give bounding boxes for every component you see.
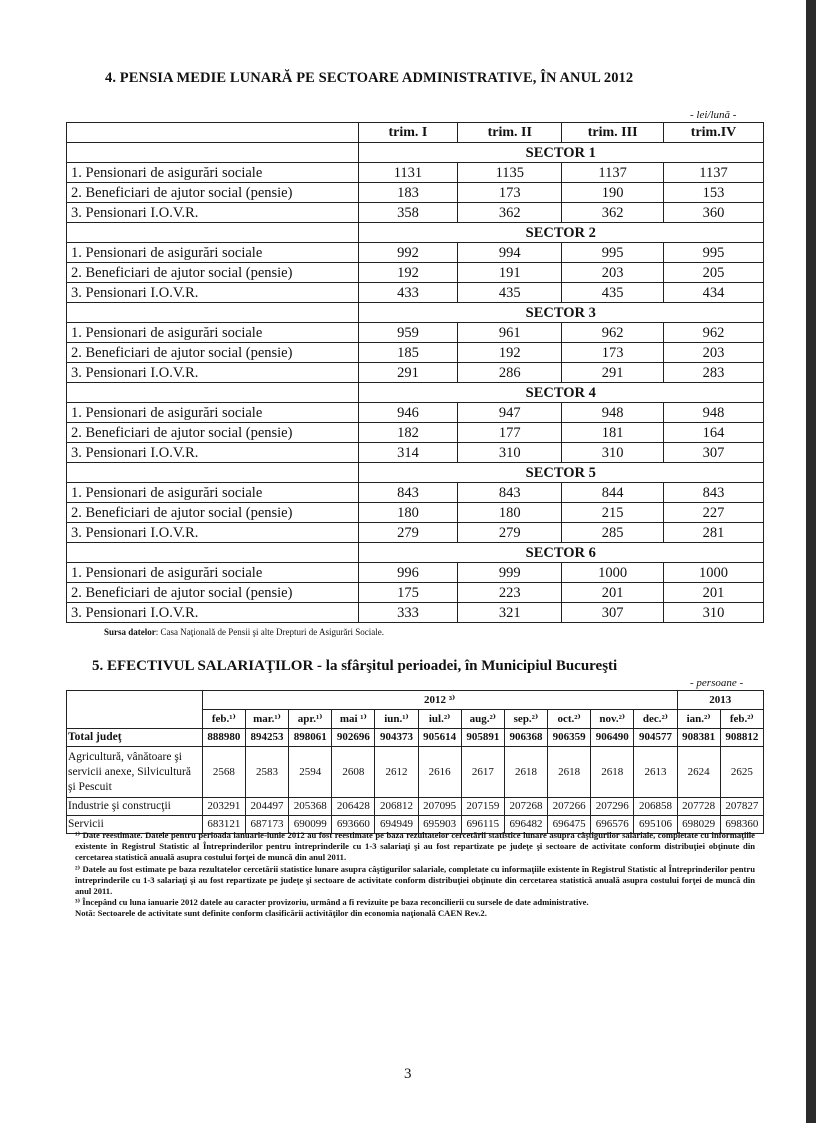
value-cell: 180 (358, 503, 458, 523)
table-row (67, 263, 764, 283)
value-cell: 906359 (548, 729, 591, 747)
sector-name: SECTOR 4 (358, 383, 763, 403)
sector-name: SECTOR 3 (358, 303, 763, 323)
value-cell: 1137 (562, 163, 664, 183)
table-row (67, 443, 764, 463)
value-cell: 207266 (548, 798, 591, 816)
value-cell: 908381 (677, 729, 720, 747)
row-label: 2. Beneficiari de ajutor social (pensie) (67, 263, 359, 283)
value-cell: 279 (458, 523, 562, 543)
row-label: 2. Beneficiari de ajutor social (pensie) (67, 343, 359, 363)
source-note (104, 627, 384, 637)
empty-cell (67, 303, 359, 323)
employees-table (66, 690, 764, 834)
row-label: 2. Beneficiari de ajutor social (pensie) (67, 183, 359, 203)
value-cell: 698360 (720, 816, 763, 834)
value-cell: 281 (664, 523, 764, 543)
row-label: 2. Beneficiari de ajutor social (pensie) (67, 423, 359, 443)
value-cell: 435 (562, 283, 664, 303)
row-label: 3. Pensionari I.O.V.R. (67, 203, 359, 223)
value-cell: 2613 (634, 747, 677, 798)
column-header: trim. II (458, 123, 562, 143)
value-cell: 207296 (591, 798, 634, 816)
row-label: 3. Pensionari I.O.V.R. (67, 363, 359, 383)
row-label: 3. Pensionari I.O.V.R. (67, 443, 359, 463)
row-label: 2. Beneficiari de ajutor social (pensie) (67, 583, 359, 603)
value-cell: 994 (458, 243, 562, 263)
value-cell: 904373 (375, 729, 418, 747)
value-cell: 362 (458, 203, 562, 223)
row-label: 1. Pensionari de asigurări sociale (67, 403, 359, 423)
value-cell: 906368 (504, 729, 547, 747)
value-cell: 283 (664, 363, 764, 383)
empty-cell (67, 383, 359, 403)
source-label: Sursa datelor (104, 627, 156, 637)
value-cell: 206812 (375, 798, 418, 816)
value-cell: 683121 (202, 816, 245, 834)
value-cell: 183 (358, 183, 458, 203)
source-text: : Casa Naţională de Pensii şi alte Drepturi de Asigurări Sociale. (155, 627, 384, 637)
value-cell: 698029 (677, 816, 720, 834)
value-cell: 433 (358, 283, 458, 303)
value-cell: 1137 (664, 163, 764, 183)
value-cell: 904577 (634, 729, 677, 747)
value-cell: 182 (358, 423, 458, 443)
value-cell: 173 (562, 343, 664, 363)
value-cell: 905614 (418, 729, 461, 747)
empty-cell (67, 143, 359, 163)
value-cell: 201 (562, 583, 664, 603)
column-header: trim. III (562, 123, 664, 143)
row-label: 1. Pensionari de asigurări sociale (67, 483, 359, 503)
value-cell: 696576 (591, 816, 634, 834)
value-cell: 2612 (375, 747, 418, 798)
value-cell: 203 (664, 343, 764, 363)
value-cell: 843 (664, 483, 764, 503)
value-cell: 995 (664, 243, 764, 263)
value-cell: 310 (562, 443, 664, 463)
column-header: trim.IV (664, 123, 764, 143)
value-cell: 291 (358, 363, 458, 383)
table-row (67, 163, 764, 183)
month-header: mai ¹⁾ (332, 710, 375, 729)
table-row (67, 283, 764, 303)
value-cell: 321 (458, 603, 562, 623)
table-row (67, 363, 764, 383)
value-cell: 205 (664, 263, 764, 283)
footnote-3: ³⁾ Începând cu luna ianuarie 2012 datele au caracter provizoriu, urmând a fi revizuite pe baza reconcilierii cu sursele de date administrative. (75, 897, 589, 908)
value-cell: 695106 (634, 816, 677, 834)
sector-header-row (67, 383, 764, 403)
section-5-unit: - persoane - (690, 677, 744, 689)
value-cell: 191 (458, 263, 562, 283)
value-cell: 164 (664, 423, 764, 443)
value-cell: 435 (458, 283, 562, 303)
sector-header-row (67, 143, 764, 163)
value-cell: 843 (458, 483, 562, 503)
value-cell: 946 (358, 403, 458, 423)
footnote-2: ²⁾ Datele au fost estimate pe baza rezultatelor cercetării statistice lunare asupra câştigurilor salariale, completate cu informaţiile existente în Registrul Statistic al Întreprinderilor pentru întreprinderile cu 1-3 salariaţi şi au fost repartizate pe judeţe şi sectoare de activitate conform distribuţiei obţinute din cercetarea statistică anuală asupra costului forţei de muncă din anul 2011. (75, 863, 755, 897)
value-cell: 177 (458, 423, 562, 443)
value-cell: 695903 (418, 816, 461, 834)
sector-header-row (67, 303, 764, 323)
table-row (67, 243, 764, 263)
empty-cell (67, 463, 359, 483)
month-header: dec.²⁾ (634, 710, 677, 729)
month-header: iul.²⁾ (418, 710, 461, 729)
value-cell: 1131 (358, 163, 458, 183)
table-row (67, 323, 764, 343)
header-empty-cell (67, 691, 203, 729)
value-cell: 948 (562, 403, 664, 423)
value-cell: 690099 (289, 816, 332, 834)
month-header: oct.²⁾ (548, 710, 591, 729)
value-cell: 2625 (720, 747, 763, 798)
row-label: 3. Pensionari I.O.V.R. (67, 283, 359, 303)
value-cell: 205368 (289, 798, 332, 816)
value-cell: 285 (562, 523, 664, 543)
value-cell: 843 (358, 483, 458, 503)
value-cell: 310 (458, 443, 562, 463)
pension-table (66, 122, 764, 623)
value-cell: 314 (358, 443, 458, 463)
sector-name: SECTOR 1 (358, 143, 763, 163)
value-cell: 207827 (720, 798, 763, 816)
value-cell: 190 (562, 183, 664, 203)
year-2012-header: 2012 ³⁾ (202, 691, 677, 710)
month-header: mar.¹⁾ (245, 710, 288, 729)
value-cell: 173 (458, 183, 562, 203)
footnotes (75, 830, 755, 920)
value-cell: 1000 (664, 563, 764, 583)
value-cell: 2618 (591, 747, 634, 798)
value-cell: 175 (358, 583, 458, 603)
footnote-note: Notă: Sectoarele de activitate sunt definite conform clasificării activităţilor din economia naţională CAEN Rev.2. (75, 908, 487, 919)
pension-table-body (67, 143, 764, 623)
value-cell: 2618 (548, 747, 591, 798)
value-cell: 693660 (332, 816, 375, 834)
value-cell: 1135 (458, 163, 562, 183)
empty-cell (67, 223, 359, 243)
month-header: feb.²⁾ (720, 710, 763, 729)
section-4-title: 4. PENSIA MEDIE LUNARĂ PE SECTOARE ADMINISTRATIVE, ÎN ANUL 2012 (105, 70, 634, 86)
value-cell: 192 (458, 343, 562, 363)
value-cell: 206858 (634, 798, 677, 816)
value-cell: 696115 (461, 816, 504, 834)
value-cell: 992 (358, 243, 458, 263)
value-cell: 908812 (720, 729, 763, 747)
value-cell: 362 (562, 203, 664, 223)
value-cell: 192 (358, 263, 458, 283)
value-cell: 207159 (461, 798, 504, 816)
value-cell: 948 (664, 403, 764, 423)
year-2013-header: 2013 (677, 691, 763, 710)
value-cell: 959 (358, 323, 458, 343)
month-header: ian.²⁾ (677, 710, 720, 729)
value-cell: 291 (562, 363, 664, 383)
table-row (67, 503, 764, 523)
value-cell: 307 (562, 603, 664, 623)
table-row (67, 423, 764, 443)
value-cell: 894253 (245, 729, 288, 747)
empty-cell (67, 543, 359, 563)
value-cell: 995 (562, 243, 664, 263)
row-label: 1. Pensionari de asigurări sociale (67, 163, 359, 183)
value-cell: 2568 (202, 747, 245, 798)
value-cell: 905891 (461, 729, 504, 747)
value-cell: 360 (664, 203, 764, 223)
value-cell: 2608 (332, 747, 375, 798)
value-cell: 215 (562, 503, 664, 523)
value-cell: 696475 (548, 816, 591, 834)
section-5-title: 5. EFECTIVUL SALARIAŢILOR - la sfârşitul perioadei, în Municipiul Bucureşti (92, 658, 618, 674)
value-cell: 947 (458, 403, 562, 423)
header-empty-cell (67, 123, 359, 143)
value-cell: 2624 (677, 747, 720, 798)
pension-table-header (67, 123, 764, 143)
value-cell: 201 (664, 583, 764, 603)
value-cell: 434 (664, 283, 764, 303)
value-cell: 358 (358, 203, 458, 223)
month-header: iun.¹⁾ (375, 710, 418, 729)
month-header: apr.¹⁾ (289, 710, 332, 729)
value-cell: 223 (458, 583, 562, 603)
value-cell: 844 (562, 483, 664, 503)
table-row (67, 403, 764, 423)
row-label: 1. Pensionari de asigurări sociale (67, 243, 359, 263)
table-row (67, 563, 764, 583)
value-cell: 1000 (562, 563, 664, 583)
sector-name: SECTOR 6 (358, 543, 763, 563)
value-cell: 307 (664, 443, 764, 463)
value-cell: 2617 (461, 747, 504, 798)
value-cell: 961 (458, 323, 562, 343)
row-label: 1. Pensionari de asigurări sociale (67, 323, 359, 343)
sector-header-row (67, 463, 764, 483)
value-cell: 996 (358, 563, 458, 583)
page-number: 3 (404, 1066, 412, 1082)
value-cell: 181 (562, 423, 664, 443)
value-cell: 2594 (289, 747, 332, 798)
sector-header-row (67, 543, 764, 563)
value-cell: 185 (358, 343, 458, 363)
value-cell: 207268 (504, 798, 547, 816)
footnote-1: ¹⁾ Date reestimate. Datele pentru perioada ianuarie-iunie 2012 au fost reestimate pe baza rezultatelor cercetării statistice lunare asupra câştigurilor salariale, completate cu informaţiile existente în Registrul Statistic al Întreprinderilor pentru întreprinderile cu 1-3 salariaţi şi au fost repartizate pe judeţe şi sectoare de activitate conform distribuţiei obţinute din cercetarea statistică anuală asupra costului forţei de muncă din anul 2011. (75, 830, 755, 863)
sector-name: SECTOR 2 (358, 223, 763, 243)
table-row (67, 583, 764, 603)
sector-name: SECTOR 5 (358, 463, 763, 483)
row-label: 2. Beneficiari de ajutor social (pensie) (67, 503, 359, 523)
section-4-unit: - lei/lună - (690, 109, 737, 121)
row-label: Servicii (67, 816, 203, 834)
row-label: Industrie şi construcţii (67, 798, 203, 816)
row-label: 1. Pensionari de asigurări sociale (67, 563, 359, 583)
row-label: 3. Pensionari I.O.V.R. (67, 523, 359, 543)
value-cell: 687173 (245, 816, 288, 834)
row-label: Total judeţ (67, 729, 203, 747)
value-cell: 2616 (418, 747, 461, 798)
value-cell: 204497 (245, 798, 288, 816)
table-row (67, 203, 764, 223)
value-cell: 203 (562, 263, 664, 283)
employees-table-body (67, 729, 764, 834)
value-cell: 902696 (332, 729, 375, 747)
value-cell: 888980 (202, 729, 245, 747)
month-header: sep.²⁾ (504, 710, 547, 729)
value-cell: 2618 (504, 747, 547, 798)
value-cell: 286 (458, 363, 562, 383)
value-cell: 906490 (591, 729, 634, 747)
column-header: trim. I (358, 123, 458, 143)
value-cell: 333 (358, 603, 458, 623)
value-cell: 2583 (245, 747, 288, 798)
value-cell: 207095 (418, 798, 461, 816)
table-row (67, 523, 764, 543)
table-row (67, 603, 764, 623)
value-cell: 180 (458, 503, 562, 523)
table-row (67, 798, 764, 816)
table-row (67, 183, 764, 203)
value-cell: 203291 (202, 798, 245, 816)
table-row (67, 729, 764, 747)
value-cell: 279 (358, 523, 458, 543)
table-row (67, 343, 764, 363)
value-cell: 206428 (332, 798, 375, 816)
table-row (67, 483, 764, 503)
sector-header-row (67, 223, 764, 243)
value-cell: 962 (664, 323, 764, 343)
table-row (67, 747, 764, 798)
value-cell: 310 (664, 603, 764, 623)
value-cell: 207728 (677, 798, 720, 816)
month-header: feb.¹⁾ (202, 710, 245, 729)
value-cell: 898061 (289, 729, 332, 747)
scan-edge (806, 0, 816, 1123)
year-header-row (67, 691, 764, 710)
value-cell: 696482 (504, 816, 547, 834)
month-header: nov.²⁾ (591, 710, 634, 729)
row-label: 3. Pensionari I.O.V.R. (67, 603, 359, 623)
value-cell: 153 (664, 183, 764, 203)
value-cell: 999 (458, 563, 562, 583)
row-label: Agricultură, vânătoare şi servicii anexe, Silvicultură şi Pescuit (67, 747, 203, 798)
value-cell: 694949 (375, 816, 418, 834)
value-cell: 227 (664, 503, 764, 523)
value-cell: 962 (562, 323, 664, 343)
month-header: aug.²⁾ (461, 710, 504, 729)
